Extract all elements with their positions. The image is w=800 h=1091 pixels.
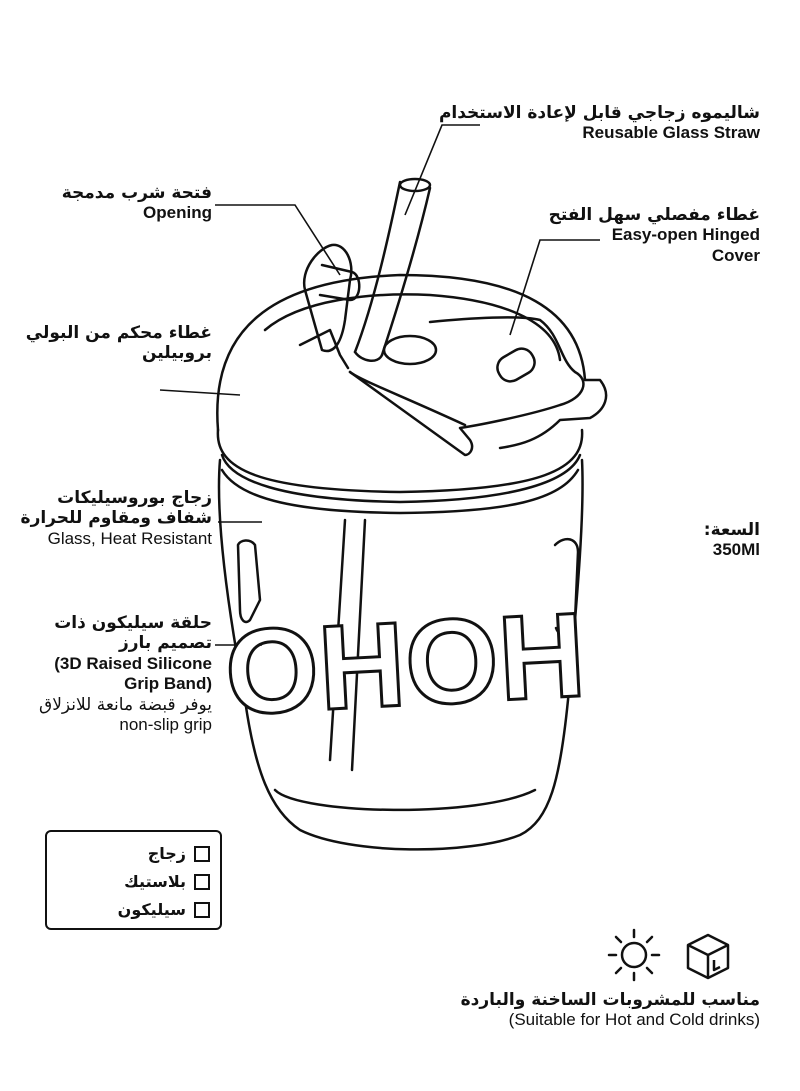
leader-lid: [160, 390, 240, 395]
sun-icon: [609, 930, 659, 980]
label-cover: غطاء مفصلي سهل الفتح Easy-open Hinged Cover: [548, 205, 760, 265]
legend-item-glass[interactable]: زجاج: [148, 844, 210, 863]
lid-top: [217, 275, 606, 448]
glass-straw: [355, 182, 400, 352]
checkbox-glass[interactable]: [194, 846, 210, 862]
hinged-cover: [350, 317, 583, 455]
label-opening: فتحة شرب مدمجة Opening: [61, 183, 212, 223]
label-capacity: السعة: 350Ml: [703, 520, 760, 560]
band-letters: OHOH: [221, 587, 589, 741]
label-band: حلقة سيليكون ذات تصميم بارز (3D Raised Silicone Grip Band) يوفر قبضة مانعة للانزلاق non-slip grip: [39, 613, 212, 734]
checkbox-plastic[interactable]: [194, 874, 210, 890]
lid-rim: [218, 430, 582, 492]
label-straw: شاليموه زجاجي قابل لإعادة الاستخدام Reusable Glass Straw: [438, 103, 760, 143]
ice-cube-icon: [688, 935, 728, 978]
label-lid: غطاء محكم من البولي بروبيلين: [25, 323, 212, 364]
legend-item-silicone[interactable]: سيليكون: [118, 900, 210, 919]
material-legend: [45, 830, 222, 930]
legend-item-plastic[interactable]: بلاستيك: [124, 872, 210, 891]
suitability-note: مناسب للمشروبات الساخنة والباردة (Suitable for Hot and Cold drinks): [460, 990, 760, 1029]
checkbox-silicone[interactable]: [194, 902, 210, 918]
label-glass: زجاج بوروسيليكات شفاف ومقاوم للحرارة Glass, Heat Resistant: [20, 488, 212, 548]
